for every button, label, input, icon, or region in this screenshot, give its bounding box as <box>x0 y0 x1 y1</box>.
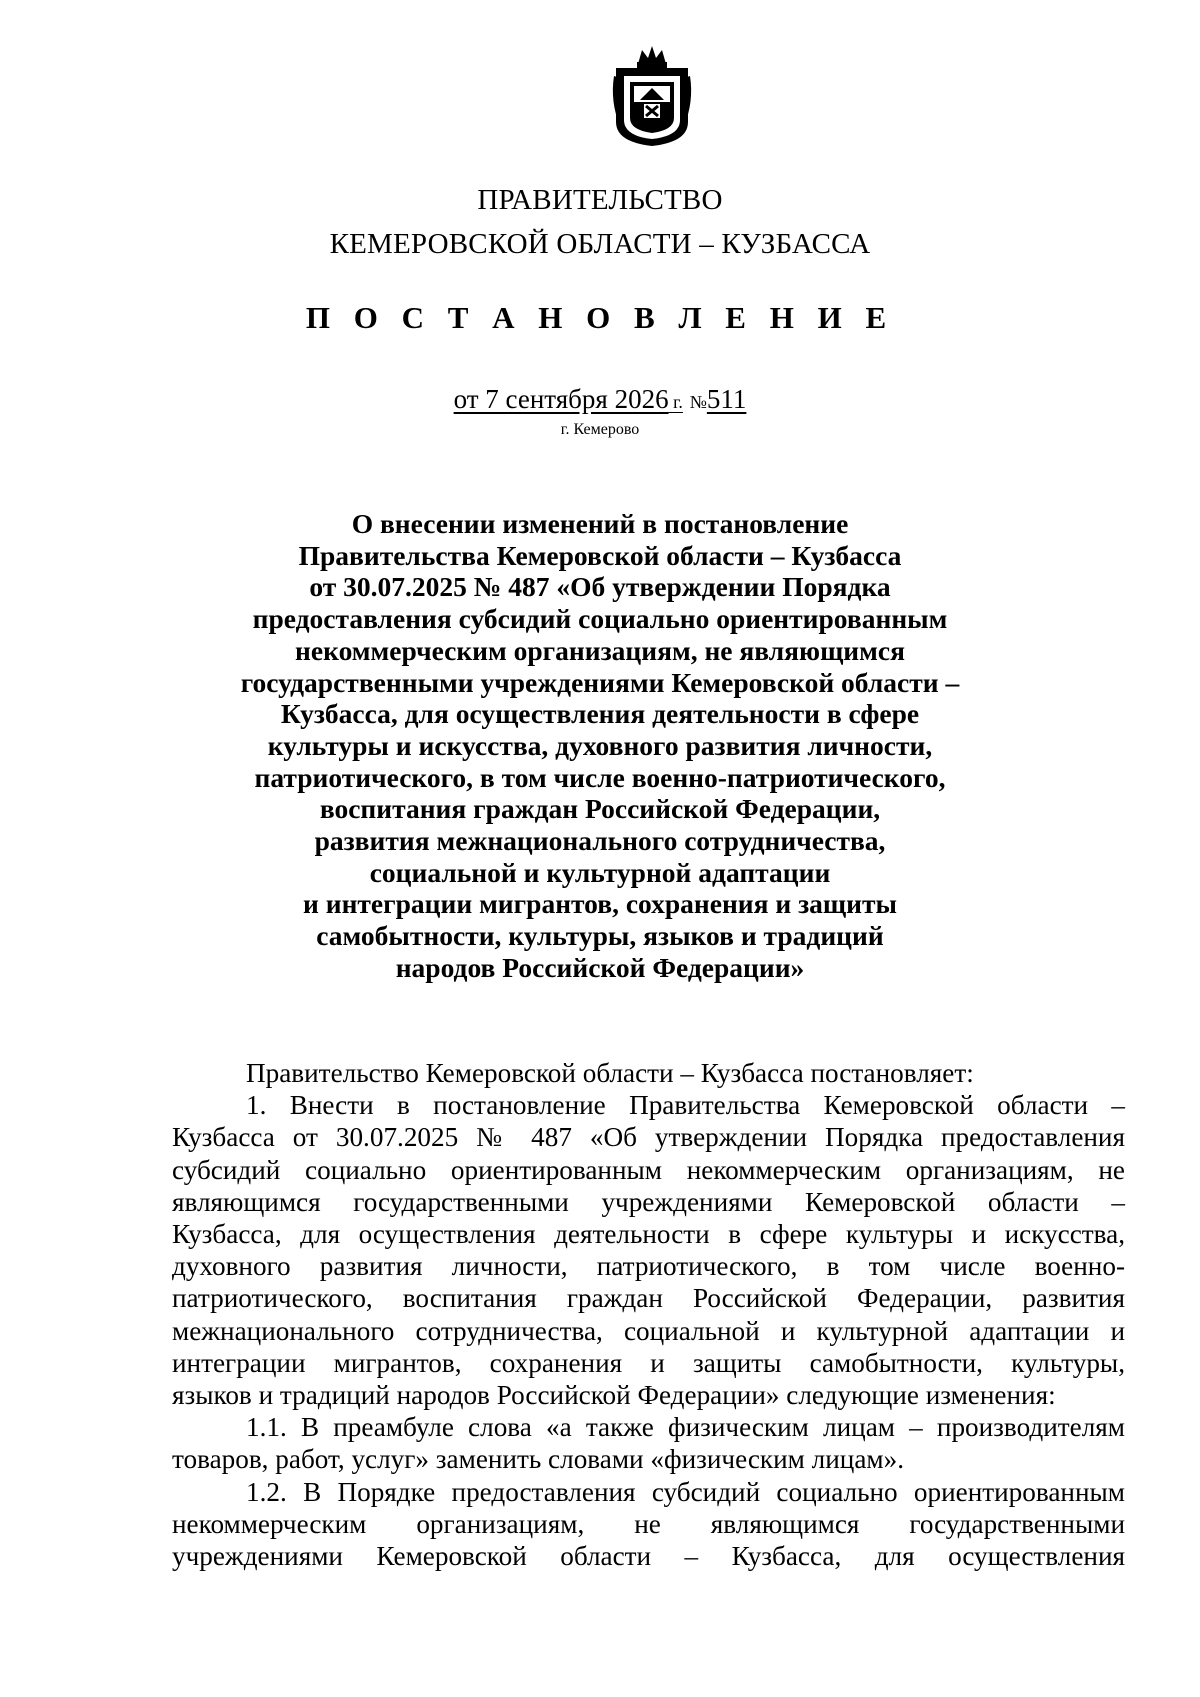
title-line: Кузбасса, для осуществления деятельности в сфере <box>280 698 920 730</box>
intro-line: Правительство Кемеровской области – Кузбасса постановляет: <box>246 1058 974 1088</box>
title-line: народов Российской Федерации» <box>395 951 805 983</box>
body-line: субсидий социально ориентированным некоммерческим организациям, не <box>172 1154 1125 1185</box>
document-date: от 7 сентября 2026 <box>453 384 669 414</box>
body-line: товаров, работ, услуг» заменить словами «физическим лицам». <box>172 1444 905 1475</box>
coat-of-arms-icon <box>610 42 694 150</box>
title-line: социальной и культурной адаптации <box>369 856 831 888</box>
title-line: и интеграции мигрантов, сохранения и защиты <box>303 888 897 920</box>
body-line: языков и традиций народов Российской Федерации» следующие изменения: <box>172 1380 1056 1411</box>
body-line: Кузбасса, для осуществления деятельности в сфере культуры и искусства, <box>172 1219 1125 1250</box>
date-number-line <box>0 384 1200 415</box>
body-line: духовного развития личности, патриотического, в том числе военно- <box>172 1251 1125 1282</box>
body-line: 1. Внести в постановление Правительства Кемеровской области – <box>246 1090 1125 1121</box>
body-line: учреждениями Кемеровской области – Кузбасса, для осуществления <box>172 1541 1125 1572</box>
title-line: государственными учреждениями Кемеровской области – <box>240 666 960 698</box>
document-number: 511 <box>706 384 747 414</box>
title-line: развития межнационального сотрудничества, <box>314 825 886 857</box>
title-line: воспитания граждан Российской Федерации, <box>319 793 881 825</box>
title-line: Правительства Кемеровской области – Кузбасса <box>298 539 902 571</box>
body-line: 1.1. В преамбуле слова «а также физическим лицам – производителям <box>246 1412 1125 1443</box>
government-name-line1: ПРАВИТЕЛЬСТВО <box>477 184 723 216</box>
body-line: межнационального сотрудничества, социальной и культурной адаптации и <box>172 1315 1125 1346</box>
body-line: являющимся государственными учреждениями Кемеровской области – <box>172 1186 1125 1217</box>
title-line: патриотического, в том числе военно-патриотического, <box>254 761 946 793</box>
document-body <box>172 1057 1125 1572</box>
title-line: предоставления субсидий социально ориентированным <box>252 603 948 635</box>
city: г. Кемерово <box>560 421 640 438</box>
title-line: культуры и искусства, духовного развития личности, <box>267 729 933 761</box>
document-title <box>0 508 1200 984</box>
title-line: самобытности, культуры, языков и традиций <box>316 920 884 952</box>
body-line: некоммерческим организациям, не являющимся государственными <box>172 1508 1125 1539</box>
body-line: патриотического, воспитания граждан Российской Федерации, развития <box>172 1283 1125 1314</box>
body-line: Кузбасса от 30.07.2025 № 487 «Об утверждении Порядка предоставления <box>172 1122 1125 1153</box>
body-line: интеграции мигрантов, сохранения и защиты самобытности, культуры, <box>172 1347 1125 1378</box>
body-line: 1.2. В Порядке предоставления субсидий социально ориентированным <box>246 1476 1125 1507</box>
document-type: П О С Т А Н О В Л Е Н И Е <box>305 300 895 335</box>
date-year-suffix: г. <box>673 392 683 412</box>
title-line: некоммерческим организациям, не являющимся <box>295 634 905 666</box>
title-line: от 30.07.2025 № 487 «Об утверждении Порядка <box>309 571 891 603</box>
number-label: № <box>689 392 707 412</box>
title-line: О внесении изменений в постановление <box>351 508 849 539</box>
government-name-line2: КЕМЕРОВСКОЙ ОБЛАСТИ – КУЗБАССА <box>329 228 871 260</box>
